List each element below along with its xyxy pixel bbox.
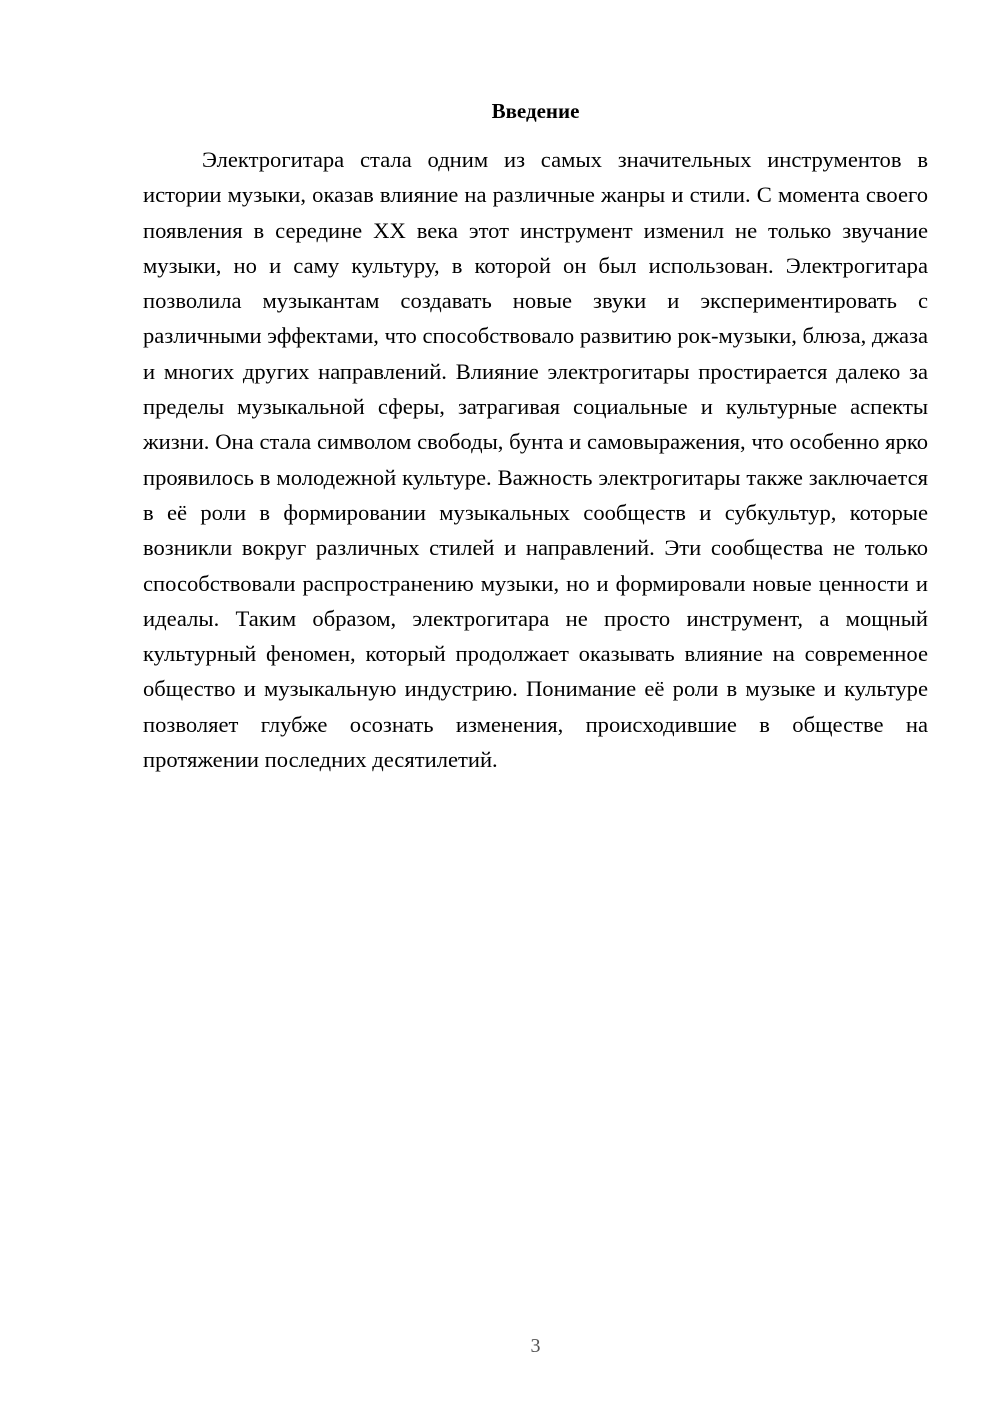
body-paragraph: Электрогитара стала одним из самых значительных инструментов в истории музыки, оказав влияние на различные жанры и стили. С момента своего появления в середине XX века этот инструмент изменил не только звучание музыки, но и саму культуру, в которой он был использован. Электрогитара позволила музыкантам создавать новые звуки и экспериментировать с различными эффектами, что способствовало развитию рок-музыки, блюза, джаза и многих других направлений. Влияние электрогитары простирается далеко за пределы музыкальной сферы, затрагивая социальные и культурные аспекты жизни. Она стала символом свободы, бунта и самовыражения, что особенно ярко проявилось в молодежной культуре. Важность электрогитары также заключается в её роли в формировании музыкальных сообществ и субкультур, которые возникли вокруг различных стилей и направлений. Эти сообщества не только способствовали распространению музыки, но и формировали новые ценности и идеалы. Таким образом, электрогитара не просто инструмент, а мощный культурный феномен, который продолжает оказывать влияние на современное общество и музыкальную индустрию. Понимание её роли в музыке и культуре позволяет глубже осознать изменения, происходившие в обществе на протяжении последних десятилетий. [143, 147, 928, 773]
page-number: 3 [530, 1335, 541, 1357]
section-heading: Введение [491, 99, 580, 123]
